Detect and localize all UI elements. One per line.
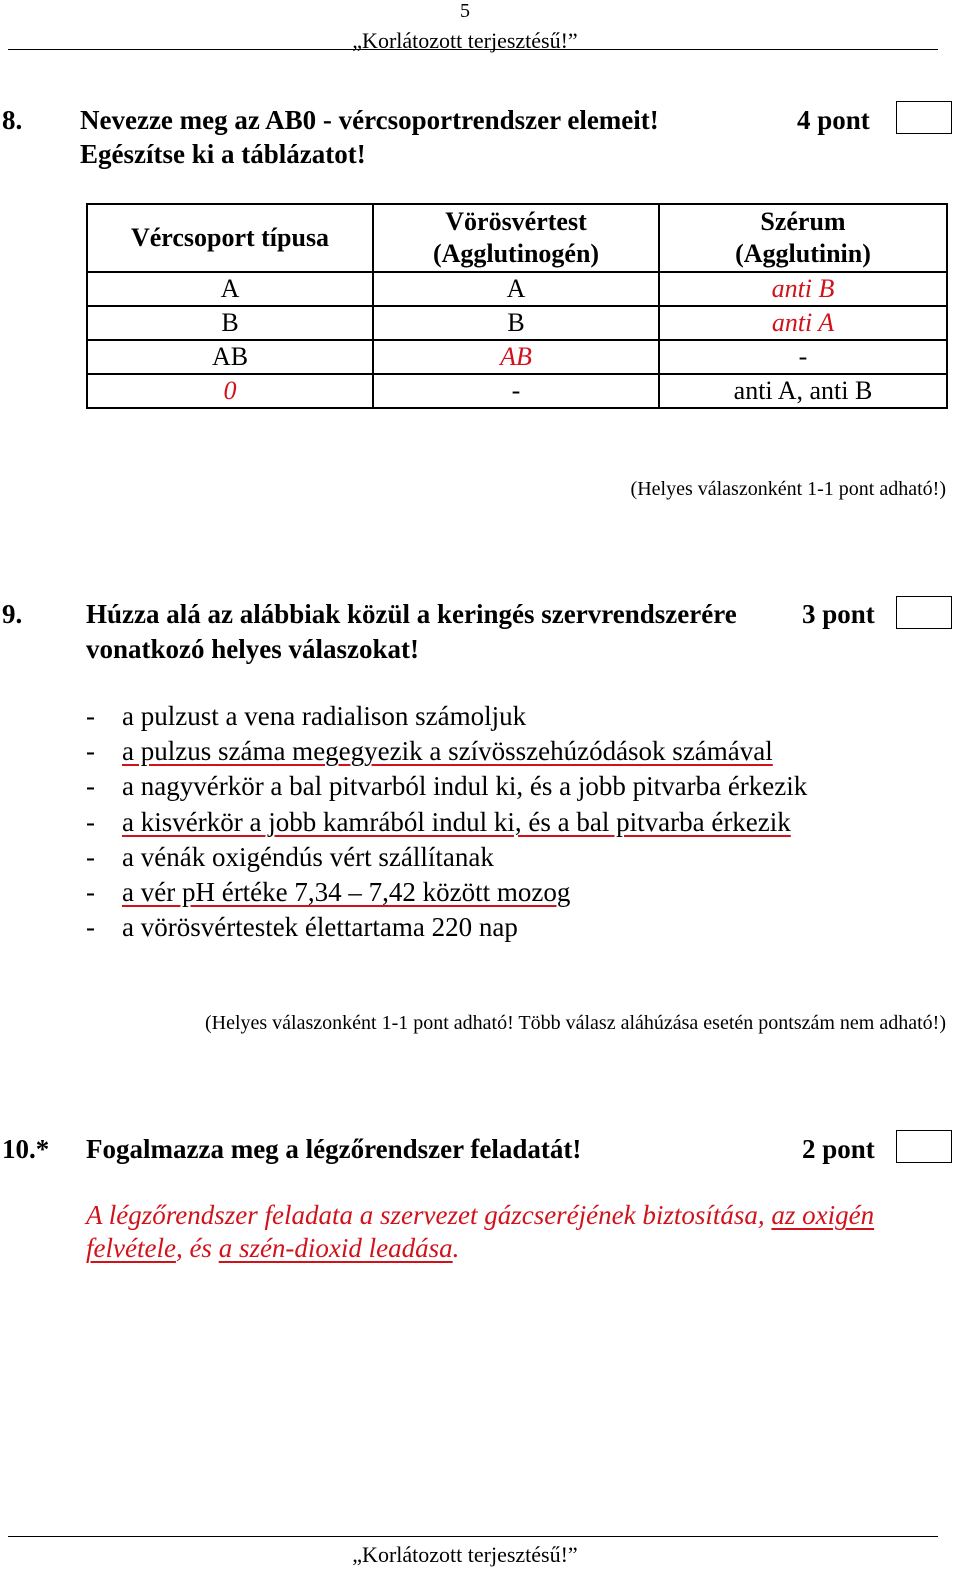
q9-title-line1: Húzza alá az alábbiak közül a keringés szervrendszerére (86, 599, 737, 629)
q8-score-box[interactable] (896, 101, 952, 134)
list-item (0, 699, 960, 734)
option-text: a vörösvértestek élettartama 220 nap (122, 912, 518, 943)
q10-score-box[interactable] (896, 1130, 952, 1163)
q8-points: 4 pont (797, 105, 870, 135)
table-cell: AB (87, 340, 373, 374)
table-cell: anti A, anti B (659, 374, 947, 408)
q10-question: Fogalmazza meg a légzőrendszer feladatát! (86, 1134, 582, 1164)
q10-points: 2 pont (802, 1134, 875, 1164)
table-row (87, 340, 947, 374)
q9-scoring-note: (Helyes válaszonként 1-1 pont adható! Több válasz aláhúzása esetén pontszám nem adható!) (204, 1012, 946, 1034)
table-cell: B (87, 306, 373, 340)
q8-title-line1: Nevezze meg az AB0 - vércsoportrendszer elemeit! (80, 105, 659, 135)
table-cell: anti B (659, 272, 947, 306)
table-header-row (87, 204, 947, 272)
list-item (0, 840, 960, 875)
q10-number: 10.* (2, 1134, 50, 1164)
table-cell: AB (373, 340, 659, 374)
list-item (0, 734, 960, 769)
q10-answer: A légzőrendszer feladata a szervezet gázcseréjének biztosítása, az oxigén felvétele, és a szén-dioxid leadása. (86, 1200, 875, 1263)
option-text: a vér pH értéke 7,34 – 7,42 között mozog (122, 877, 571, 907)
list-bullet: - (86, 841, 95, 872)
table-row (87, 374, 947, 408)
footer-rule (8, 1536, 938, 1537)
q8-number: 8. (2, 105, 23, 135)
table-header-cell: Vércsoport típusa (87, 204, 373, 272)
option-text: a vénák oxigéndús vért szállítanak (122, 841, 494, 872)
blood-group-table (86, 203, 948, 409)
table-cell: - (659, 340, 947, 374)
header-rule (8, 49, 938, 50)
option-text: a nagyvérkör a bal pitvarból indul ki, és a jobb pitvarba érkezik (122, 771, 808, 802)
table-cell: A (373, 272, 659, 306)
table-cell: - (373, 374, 659, 408)
option-text: a kisvérkör a jobb kamrából indul ki, és a bal pitvarba érkezik (122, 806, 791, 837)
q8-title-line2: Egészítse ki a táblázatot! (80, 139, 366, 169)
option-text: a pulzus száma megegyezik a szívösszehúzódások számával (122, 736, 773, 767)
list-item (0, 769, 960, 804)
list-bullet: - (86, 701, 95, 731)
q9-score-box[interactable] (896, 596, 952, 629)
list-bullet: - (86, 736, 95, 767)
q9-points: 3 pont (802, 599, 875, 629)
table-cell: A (87, 272, 373, 306)
table-cell: 0 (87, 374, 373, 408)
list-bullet: - (86, 806, 95, 837)
q9-number: 9. (2, 599, 23, 629)
table-row (87, 306, 947, 340)
q9-title-line2: vonatkozó helyes válaszokat! (86, 634, 419, 664)
footer-restriction: „Korlátozott terjesztésű!” (352, 1542, 578, 1567)
page-number: 5 (460, 0, 470, 22)
table-row (87, 272, 947, 306)
list-bullet: - (86, 912, 95, 943)
list-bullet: - (86, 771, 95, 802)
q8-scoring-note: (Helyes válaszonként 1-1 pont adható!) (630, 478, 946, 500)
table-header-cell: Vörösvértest (Agglutinogén) (373, 204, 659, 272)
header-restriction: „Korlátozott terjesztésű!” (352, 28, 578, 53)
list-bullet: - (86, 877, 95, 907)
table-header-cell: Szérum (Agglutinin) (659, 204, 947, 272)
list-item (0, 910, 960, 945)
answer-underline: a szén-dioxid leadása (218, 1233, 453, 1263)
list-item (0, 875, 960, 910)
option-text: a pulzust a vena radialison számoljuk (122, 701, 527, 731)
table-cell: B (373, 306, 659, 340)
list-item (0, 805, 960, 840)
table-cell: anti A (659, 306, 947, 340)
answer-underline: az oxigén felvétele (86, 1200, 875, 1263)
